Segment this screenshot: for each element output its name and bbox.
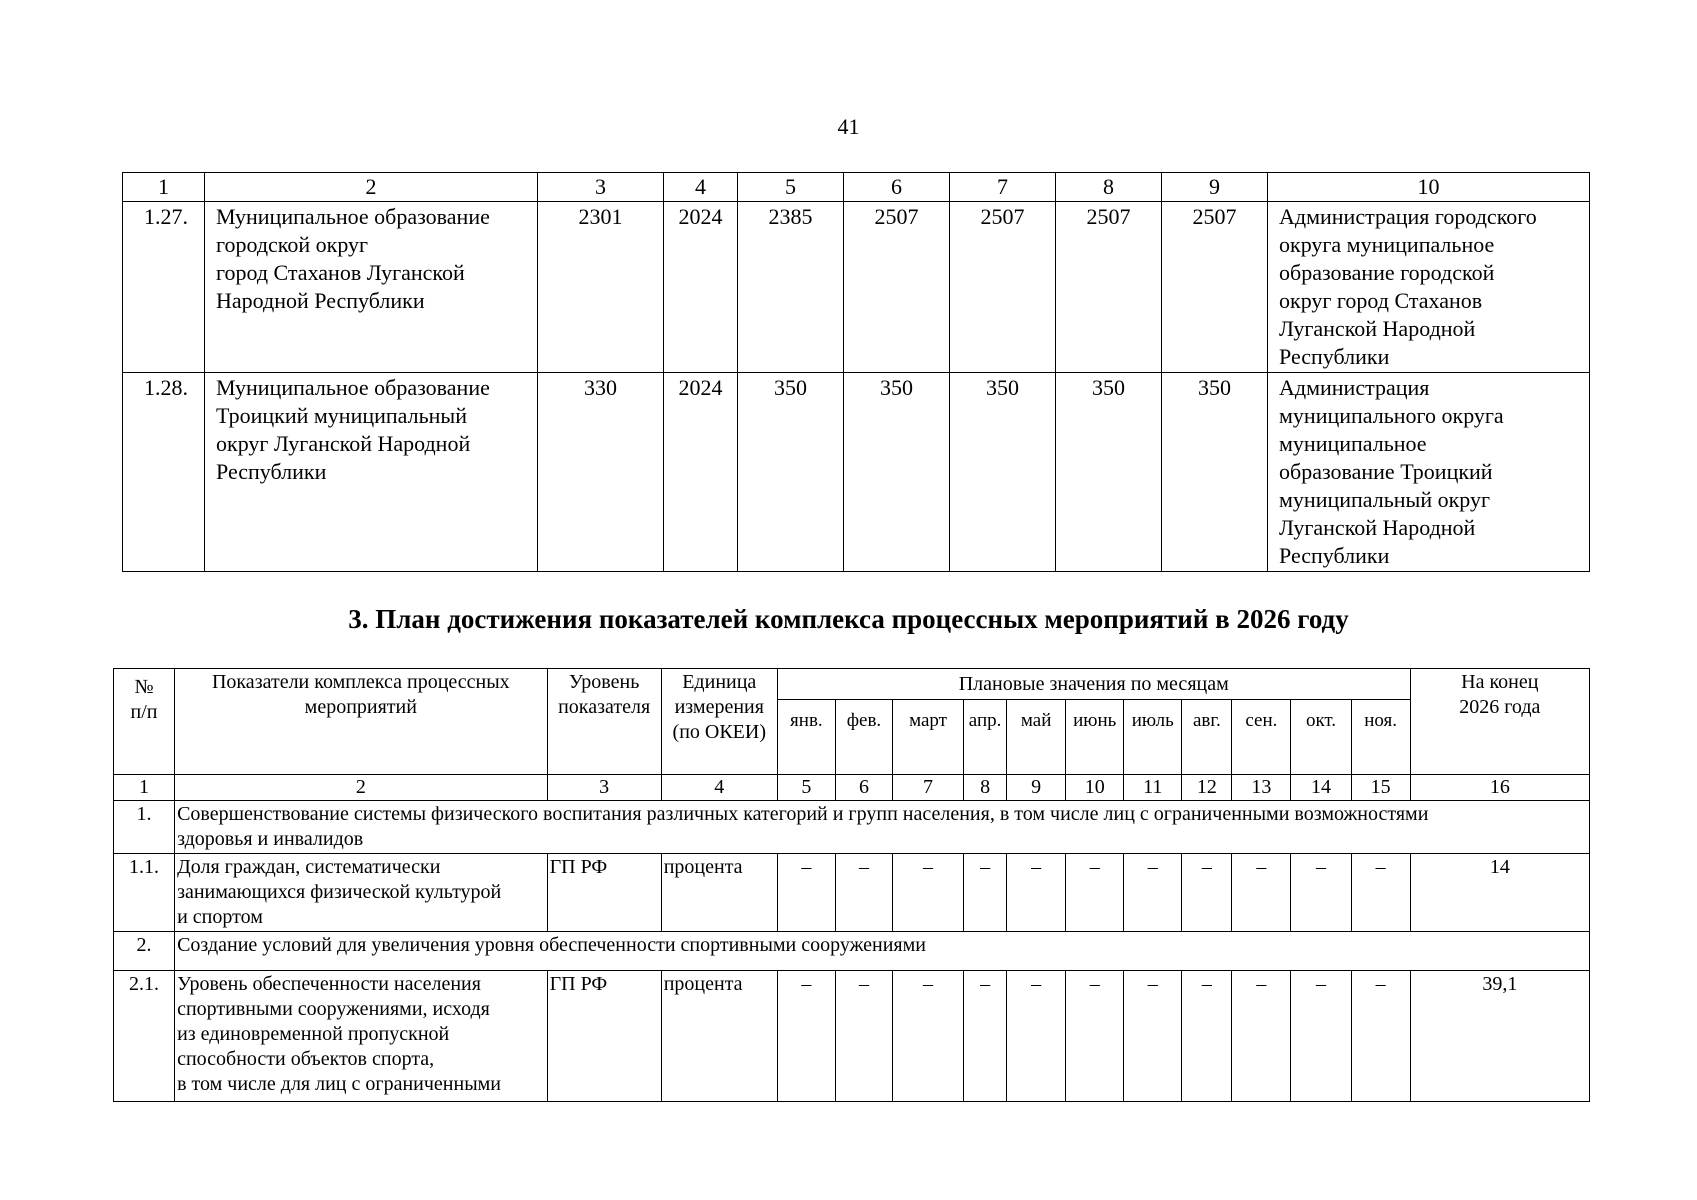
indicators-table-continued [122,172,1590,572]
page-number: 41 [837,114,860,139]
column-index: 10 [1268,173,1590,202]
cell-value: 2301 [538,202,664,373]
column-index: 6 [844,173,950,202]
end-of-year-value: 39,1 [1410,971,1589,1102]
cell-value: 2507 [1056,202,1162,373]
cell-value: 2385 [738,202,844,373]
unit: процента [661,854,777,932]
section-title: 3. План достижения показателей комплекса процессных мероприятий в 2026 году [348,604,1349,634]
month-value: – [1007,971,1066,1102]
month-value: – [1124,854,1182,932]
municipality-name: Муниципальное образование Троицкий муниципальный округ Луганской Народной Республики [205,373,538,572]
section-row [114,932,1590,971]
cell-value: 350 [844,373,950,572]
column-index: 7 [950,173,1056,202]
column-index: 8 [1056,173,1162,202]
indicator-level: ГП РФ [547,854,661,932]
column-index: 14 [1291,775,1351,801]
month-value: – [835,971,892,1102]
column-index: 1 [123,173,205,202]
section-heading: Совершенствование системы физического воспитания различных категорий и групп населения, в том числе лиц с ограниченными возможностями здоровья и инвалидов [175,801,1590,854]
section-number: 1. [114,801,175,854]
month-header: июль [1124,700,1182,775]
month-header: окт. [1291,700,1351,775]
table-row [123,373,1590,572]
column-index: 13 [1232,775,1291,801]
column-index: 5 [738,173,844,202]
column-index: 9 [1007,775,1066,801]
cell-value: 330 [538,373,664,572]
cell-value: 350 [950,373,1056,572]
month-value: – [1232,854,1291,932]
month-value: – [964,971,1007,1102]
header-indicator: Показатели комплекса процессных мероприятий [175,669,547,775]
row-number: 2.1. [114,971,175,1102]
month-value: – [1351,854,1410,932]
cell-value: 350 [1162,373,1268,572]
header-number: № п/п [114,669,175,775]
cell-value: 2507 [1162,202,1268,373]
month-header: апр. [964,700,1007,775]
section-number: 2. [114,932,175,971]
month-value: – [1007,854,1066,932]
unit: процента [661,971,777,1102]
header-end-of-year: На конец 2026 года [1410,669,1589,775]
column-index: 2 [175,775,547,801]
month-value: – [1351,971,1410,1102]
month-value: – [964,854,1007,932]
cell-value: 2024 [664,373,738,572]
month-value: – [777,971,835,1102]
table-row [114,854,1590,932]
indicator-name: Уровень обеспеченности населения спортивными сооружениями, исходя из единовременной пропускной способности объектов спорта, в том числе для лиц с ограниченными [175,971,547,1102]
header-unit: Единица измерения (по ОКЕИ) [661,669,777,775]
column-index: 16 [1410,775,1589,801]
row-number: 1.1. [114,854,175,932]
cell-value: 2024 [664,202,738,373]
cell-value: 350 [738,373,844,572]
column-index: 6 [835,775,892,801]
column-index: 5 [777,775,835,801]
column-index: 7 [892,775,963,801]
month-value: – [1291,854,1351,932]
column-index: 2 [205,173,538,202]
column-index-row [114,775,1590,801]
municipality-name: Муниципальное образование городской округ город Стаханов Луганской Народной Республики [205,202,538,373]
column-index: 4 [661,775,777,801]
month-header: фев. [835,700,892,775]
column-index: 9 [1162,173,1268,202]
responsible-body: Администрация городского округа муниципальное образование городской округ город Стаханов Луганской Народной Республики [1268,202,1590,373]
section-heading: Создание условий для увеличения уровня обеспеченности спортивными сооружениями [175,932,1590,971]
table-row [114,971,1590,1102]
month-value: – [1291,971,1351,1102]
month-value: – [1182,971,1232,1102]
column-index: 12 [1182,775,1232,801]
cell-value: 350 [1056,373,1162,572]
cell-value: 2507 [950,202,1056,373]
month-value: – [1124,971,1182,1102]
month-header: июнь [1066,700,1124,775]
header-level: Уровень показателя [547,669,661,775]
month-value: – [1232,971,1291,1102]
month-value: – [835,854,892,932]
end-of-year-value: 14 [1410,854,1589,932]
month-header: янв. [777,700,835,775]
indicator-level: ГП РФ [547,971,661,1102]
month-value: – [1066,854,1124,932]
month-value: – [892,854,963,932]
column-index: 11 [1124,775,1182,801]
responsible-body: Администрация муниципального округа муниципальное образование Троицкий муниципальный округ Луганской Народной Республики [1268,373,1590,572]
month-value: – [892,971,963,1102]
month-header: авг. [1182,700,1232,775]
month-header: май [1007,700,1066,775]
indicator-name: Доля граждан, систематически занимающихся физической культурой и спортом [175,854,547,932]
cell-value: 2507 [844,202,950,373]
month-value: – [777,854,835,932]
header-plan: Плановые значения по месяцам [777,669,1410,700]
month-value: – [1066,971,1124,1102]
month-value: – [1182,854,1232,932]
plan-table [113,668,1590,1102]
month-header: сен. [1232,700,1291,775]
column-index: 3 [538,173,664,202]
table-row [123,202,1590,373]
column-index: 1 [114,775,175,801]
column-index: 4 [664,173,738,202]
column-index: 15 [1351,775,1410,801]
column-index-row [123,173,1590,202]
row-number: 1.28. [123,373,205,572]
header-row [114,669,1590,700]
column-index: 8 [964,775,1007,801]
column-index: 3 [547,775,661,801]
month-header: март [892,700,963,775]
section-row [114,801,1590,854]
column-index: 10 [1066,775,1124,801]
month-header: ноя. [1351,700,1410,775]
row-number: 1.27. [123,202,205,373]
